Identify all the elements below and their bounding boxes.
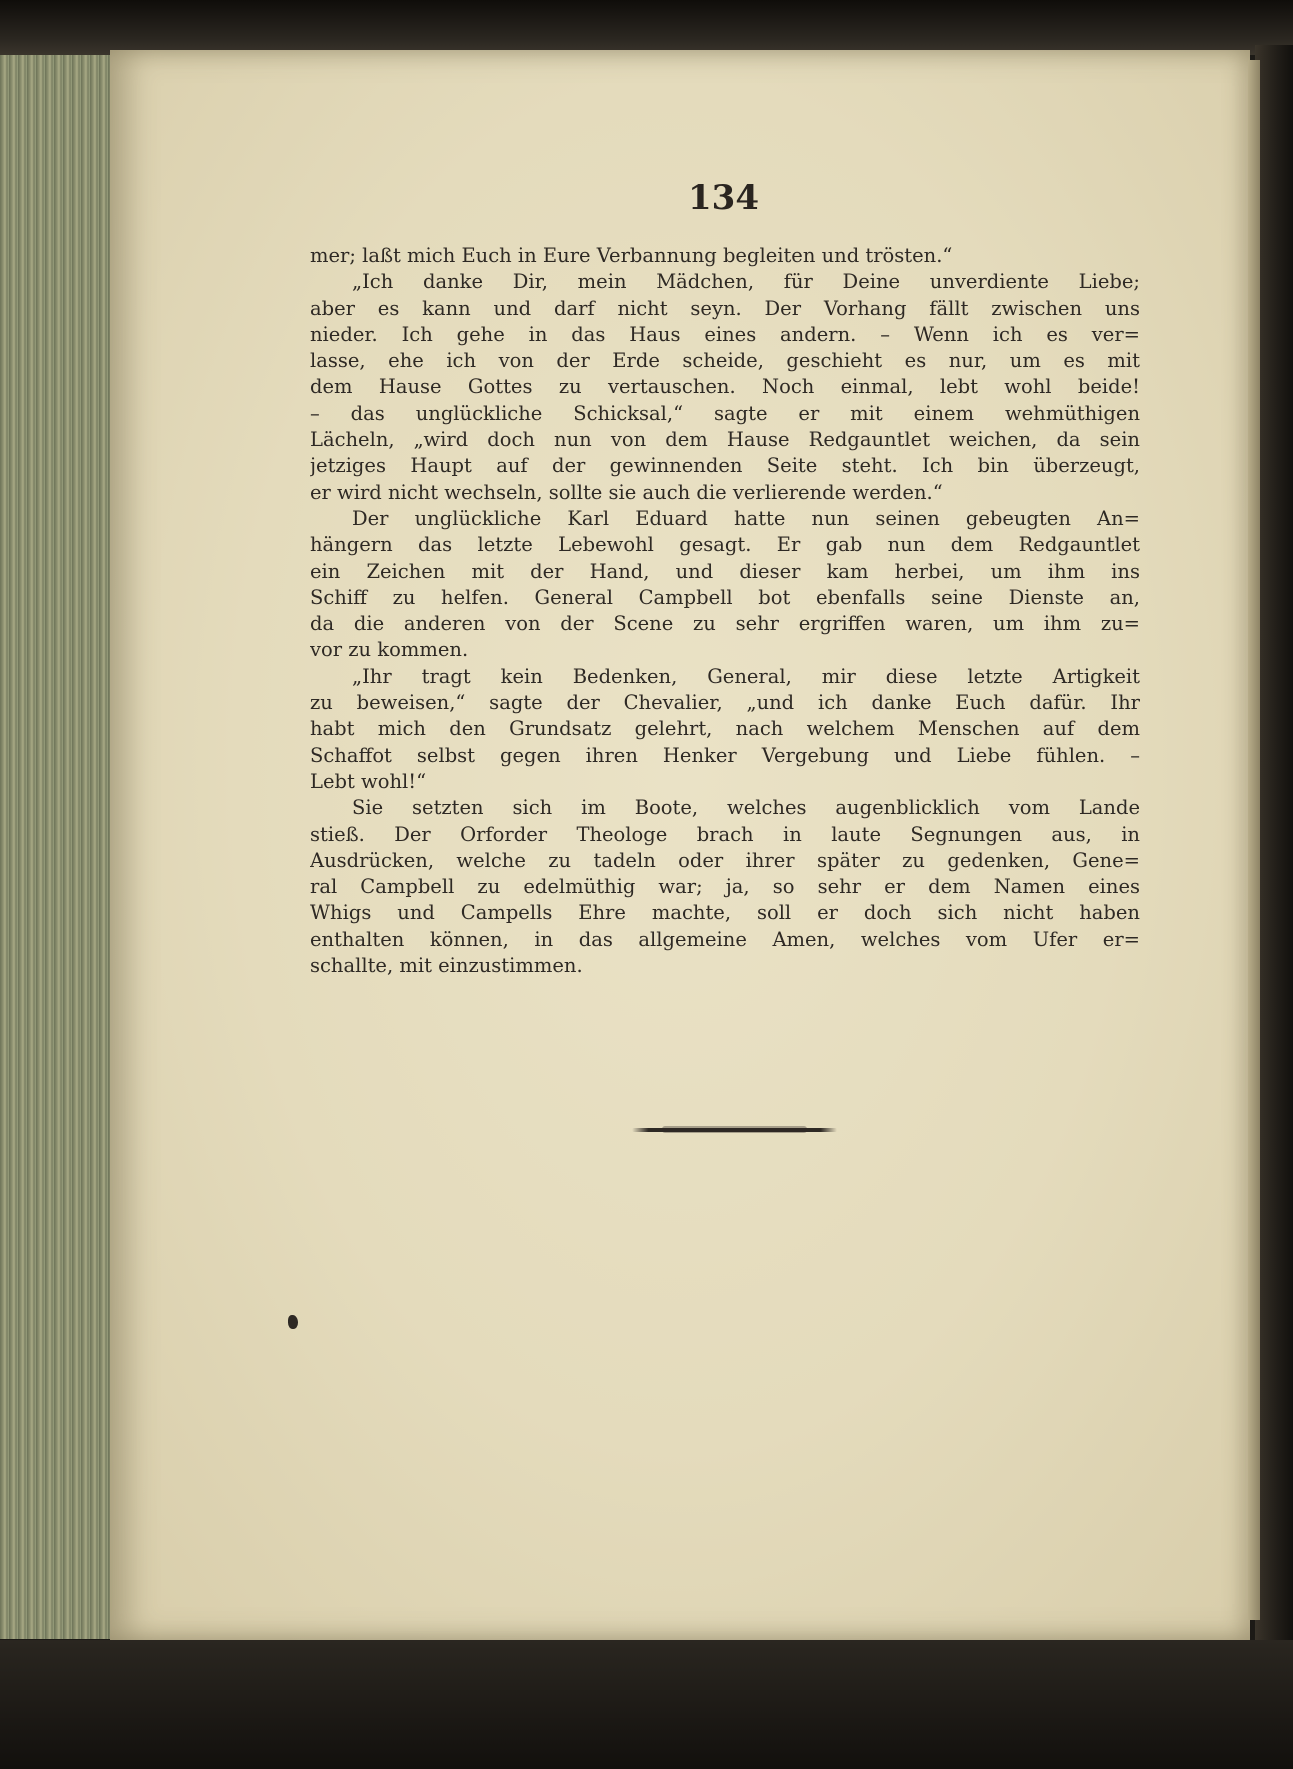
- text-line: Lebt wohl!“: [310, 769, 427, 793]
- text-line: nieder. Ich gehe in das Haus eines andern. – Wenn ich es ver=: [310, 322, 1140, 346]
- text-line: mer; laßt mich Euch in Eure Verbannung begleiten und trösten.“: [310, 244, 953, 267]
- text-line: ein Zeichen mit der Hand, und dieser kam herbei, um ihm ins: [310, 559, 1140, 583]
- text-line: „Ihr tragt kein Bedenken, General, mir diese letzte Artigkeit: [352, 664, 1140, 688]
- ink-speck: [288, 1315, 298, 1329]
- text-line: er wird nicht wechseln, sollte sie auch die verlierende werden.“: [310, 480, 943, 504]
- text-line: dem Hause Gottes zu vertauschen. Noch einmal, lebt wohl beide!: [310, 375, 1140, 399]
- text-line: lasse, ehe ich von der Erde scheide, geschieht es nur, um es mit: [310, 349, 1140, 373]
- binding-bottom-edge: [0, 1640, 1293, 1769]
- text-line: – das unglückliche Schicksal,“ sagte er mit einem wehmüthigen: [310, 401, 1140, 425]
- page-number: 134: [688, 178, 759, 218]
- text-line: jetziges Haupt auf der gewinnenden Seite steht. Ich bin überzeugt,: [310, 454, 1140, 478]
- text-line: Der unglückliche Karl Eduard hatte nun seinen gebeugten An=: [352, 506, 1140, 530]
- text-line: Sie setzten sich im Boote, welches augenblicklich vom Lande: [352, 796, 1140, 820]
- text-line: Ausdrücken, welche zu tadeln oder ihrer später zu gedenken, Gene=: [310, 848, 1140, 872]
- text-line: hängern das letzte Lebewohl gesagt. Er gab nun dem Redgauntlet: [310, 533, 1140, 557]
- page-edges-stack: [0, 55, 114, 1639]
- text-line: „Ich danke Dir, mein Mädchen, für Deine unverdiente Liebe;: [352, 270, 1140, 294]
- binding-top-edge: [0, 0, 1293, 55]
- text-line: habt mich den Grundsatz gelehrt, nach welchem Menschen auf dem: [310, 717, 1140, 741]
- text-line: Schaffot selbst gegen ihren Henker Vergebung und Liebe fühlen. –: [310, 743, 1140, 767]
- text-line: Whigs und Campells Ehre machte, soll er doch sich nicht haben: [310, 901, 1140, 925]
- body-text: [310, 243, 1140, 979]
- text-line: zu beweisen,“ sagte der Chevalier, „und ich danke Euch dafür. Ihr: [310, 691, 1140, 715]
- text-line: da die anderen von der Scene zu sehr ergriffen waren, um ihm zu=: [310, 612, 1140, 636]
- section-end-rule: [632, 1128, 837, 1132]
- text-line: vor zu kommen.: [310, 638, 469, 662]
- text-line: schallte, mit einzustimmen.: [310, 954, 583, 978]
- text-line: Schiff zu helfen. General Campbell bot ebenfalls seine Dienste an,: [310, 585, 1140, 609]
- text-line: Lächeln, „wird doch nun von dem Hause Redgauntlet weichen, da sein: [310, 428, 1140, 452]
- text-line: stieß. Der Orforder Theologe brach in laute Segnungen aus, in: [310, 822, 1140, 846]
- book-spine: [1255, 45, 1293, 1645]
- text-line: aber es kann und darf nicht seyn. Der Vorhang fällt zwischen uns: [310, 296, 1140, 320]
- page-right-edge: [1248, 60, 1260, 1620]
- text-line: ral Campbell zu edelmüthig war; ja, so sehr er dem Namen eines: [310, 875, 1140, 899]
- text-line: enthalten können, in das allgemeine Amen, welches vom Ufer er=: [310, 927, 1140, 951]
